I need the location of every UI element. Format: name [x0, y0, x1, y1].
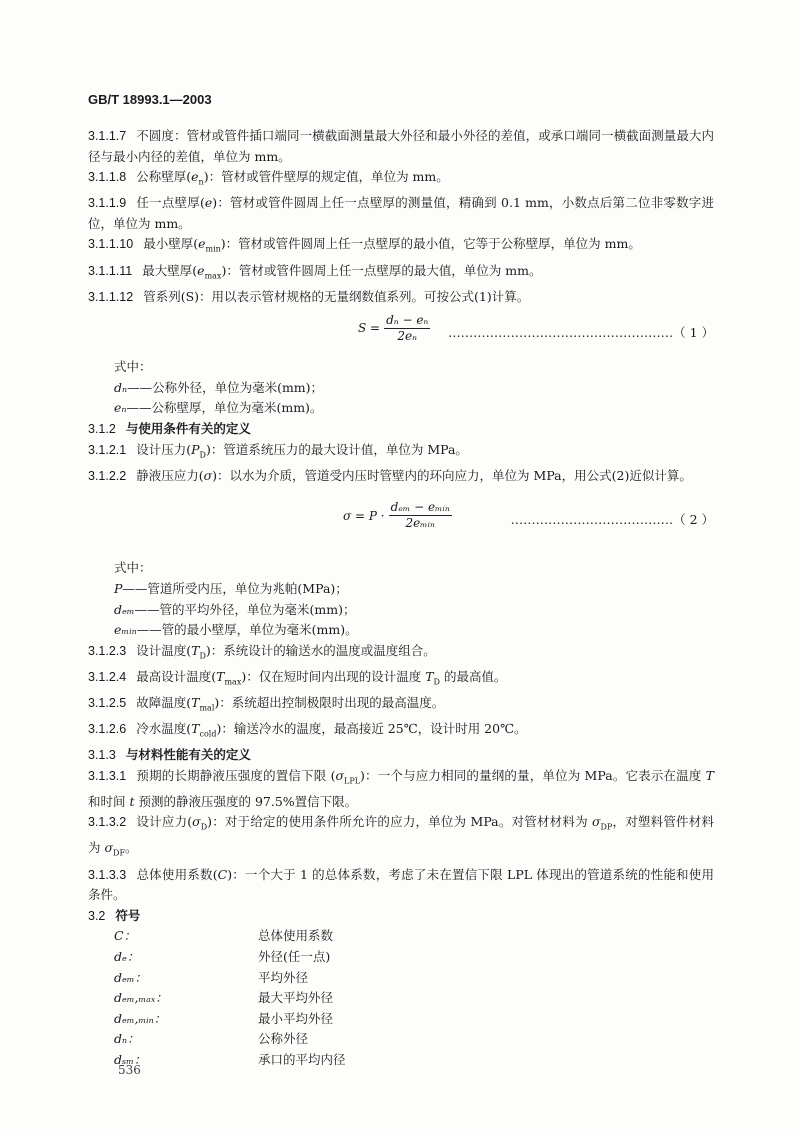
clause-text: 与使用条件有关的定义: [125, 421, 251, 437]
legend-symbol: eₘᵢₙ: [114, 622, 137, 638]
section-heading: [88, 419, 714, 440]
math-symbol: e: [191, 169, 199, 185]
clause: [88, 440, 714, 466]
clause-number: 3.1.2.2: [88, 468, 127, 483]
symbol-row: [88, 947, 714, 968]
legend-item: [88, 579, 714, 600]
symbol-row: [88, 1009, 714, 1030]
clause: [88, 766, 714, 813]
clause-text: 静液压应力(σ)：以水为介质，管道受内压时管壁内的环向应力，单位为 MPa，用公式(2)近似计算。: [136, 467, 692, 483]
symbol-row: [88, 968, 714, 989]
subscript: D: [199, 450, 206, 460]
math-symbol: σ: [335, 767, 344, 783]
clause-number: 3.1.2.1: [88, 442, 127, 457]
legend-item: [88, 378, 714, 399]
symbol-description: 外径(任一点): [258, 948, 331, 964]
symbol: dₑₘ,ₘᵢₙ：: [114, 1010, 167, 1026]
legend-text: ——公称外径，单位为毫米(mm)；: [127, 379, 324, 395]
legend-text: ——管的最小壁厚，单位为毫米(mm)。: [136, 622, 358, 638]
definitions-3-1-1: [88, 126, 714, 307]
clause-number: 3.1.1.10: [88, 237, 134, 252]
clause: [88, 287, 714, 308]
math-symbol: C: [217, 866, 228, 882]
symbol: dₛₘ：: [114, 1051, 147, 1067]
legend-label: 式中：: [114, 560, 152, 576]
legend-symbol: eₙ: [114, 400, 127, 416]
section-heading: [88, 745, 714, 766]
clause-text: 预期的长期静液压强度的置信下限 $(\sigma_{LPL})$：一个与应力相同的量纲的量，单位为 MPa。它表示在温度 T 和时间 t 预测的静液压强度的 97.5%置信下限。: [88, 767, 714, 809]
symbol: dₙ：: [114, 1031, 140, 1047]
subscript: max: [204, 271, 222, 281]
clause-number: 3.1.1.12: [88, 289, 134, 304]
clause: [88, 812, 714, 864]
document-body: [88, 126, 714, 1070]
clause-text: 符号: [115, 907, 141, 923]
clause-text: 最高设计温度$(T_{max})$：仅在短时间内出现的设计温度 $T_D$ 的最高值。: [136, 668, 507, 687]
clause-number: 3.1.3.3: [88, 867, 127, 882]
clause: [88, 234, 714, 260]
clause-number: 3.1.3: [88, 748, 116, 763]
formula-2-numerator: dₑₘ − eₘᵢₙ: [390, 500, 450, 515]
definitions-3-1-2-to-3-2: [88, 641, 714, 927]
clause-text: 不圆度：管材或管件插口端同一横截面测量最大外径和最小外径的差值，或承口端同一横截面测量最大内径与最小内径的差值，单位为 mm。: [88, 128, 714, 164]
legend-symbol: dₙ: [114, 379, 128, 395]
clause: [88, 261, 714, 287]
page-number: 536: [118, 1063, 141, 1077]
subscript: min: [205, 244, 221, 254]
formula-1-denominator: 2eₙ: [397, 329, 417, 344]
math-symbol: T: [191, 720, 200, 736]
clause-number: 3.1.1.9: [88, 196, 127, 211]
clause-number: 3.1.1.11: [88, 263, 133, 278]
clause: [88, 641, 714, 667]
standard-number-header: GB/T 18993.1—2003: [88, 92, 212, 107]
legend-symbol: P: [114, 580, 123, 596]
clause-number: 3.1.2: [88, 422, 116, 437]
legend-item: [88, 620, 714, 641]
legend-symbol: dₑₘ: [114, 601, 135, 617]
clause: [88, 693, 714, 719]
math-symbol: σ: [104, 840, 114, 856]
clause-text: 故障温度$(T_{mal})$：系统超出控制极限时出现的最高温度。: [136, 694, 445, 713]
formula-1-legend: [88, 357, 714, 419]
math-symbol: σ: [203, 467, 213, 483]
math-symbol: T: [425, 668, 434, 684]
symbol: dₑ：: [114, 948, 140, 964]
symbol-row: [88, 926, 714, 947]
clause-number: 3.1.3.1: [88, 768, 127, 783]
clause-text: 管系列(S)：用以表示管材规格的无量纲数值系列。可按公式(1)计算。: [143, 288, 530, 304]
clause: [88, 193, 714, 234]
clause: [88, 865, 714, 906]
symbol-description: 公称外径: [258, 1031, 309, 1047]
section-heading: [88, 906, 714, 927]
subscript: max: [224, 677, 242, 687]
formula-2-lhs: σ = P ·: [343, 508, 385, 523]
math-symbol: T: [216, 668, 225, 684]
formula-1-numerator: dₙ − eₙ: [386, 313, 429, 328]
clause-text: 冷水温度$(T_{cold})$：输送冷水的温度，最高接近 25℃，设计时用 20℃。: [136, 720, 527, 739]
clause: [88, 667, 714, 693]
formula-2-denominator: 2eₘᵢₙ: [405, 516, 435, 531]
symbol-description: 最大平均外径: [258, 990, 334, 1006]
symbol: dₑₘ,ₘₐₓ：: [114, 990, 168, 1006]
clause-number: 3.1.2.3: [88, 643, 127, 658]
math-symbol: e: [204, 195, 213, 211]
definitions-3-1-2: [88, 419, 714, 486]
math-symbol: T: [191, 642, 200, 658]
clause: [88, 466, 714, 487]
symbol-description: 承口的平均内径: [258, 1051, 346, 1067]
clause-text: 任一点壁厚(e)：管材或管件圆周上任一点壁厚的测量值，精确到 0.1 mm，小数点后第二位非零数字进位，单位为 mm。: [88, 195, 714, 231]
legend-label: 式中：: [114, 359, 152, 375]
clause-number: 3.1.1.7: [88, 129, 127, 143]
symbols-list: [88, 926, 714, 1070]
subscript: LPL: [344, 776, 361, 786]
clause-text: 最大壁厚$(e_{max})$：管材或管件圆周上任一点壁厚的最大值，单位为 mm。: [142, 262, 542, 281]
clause-number: 3.1.2.6: [88, 721, 127, 736]
formula-1: [88, 313, 714, 351]
math-symbol: e: [198, 236, 206, 252]
clause-text: 设计压力$(P_D)$：管道系统压力的最大设计值，单位为 MPa。: [136, 441, 468, 460]
math-symbol: T: [191, 694, 200, 710]
formula-1-lhs: S =: [358, 321, 381, 336]
subscript: DF: [113, 848, 125, 858]
math-symbol: t: [129, 793, 135, 809]
subscript: mal: [199, 703, 215, 713]
clause-number: 3.1.3.2: [88, 815, 127, 830]
math-symbol: e: [197, 262, 205, 278]
symbol-row: [88, 1050, 714, 1071]
symbol-description: 平均外径: [258, 969, 309, 985]
symbol-description: 最小平均外径: [258, 1010, 334, 1026]
clause-number: 3.1.2.4: [88, 669, 127, 684]
math-symbol: σ: [591, 814, 601, 830]
clause: [88, 126, 714, 167]
clause-text: 设计温度$(T_D)$：系统设计的输送水的温度或温度组合。: [136, 642, 436, 661]
subscript: cold: [199, 729, 217, 739]
subscript: D: [433, 677, 440, 687]
legend-text: ——管的平均外径，单位为毫米(mm)；: [134, 601, 356, 617]
clause-number: 3.1.2.5: [88, 695, 127, 710]
symbol-row: [88, 1029, 714, 1050]
clause-text: 与材料性能有关的定义: [125, 747, 251, 763]
formula-2-legend: [88, 558, 714, 640]
math-symbol: P: [191, 441, 200, 457]
legend-text: ——公称壁厚，单位为毫米(mm)。: [126, 400, 323, 416]
clause-text: 最小壁厚$(e_{min})$：管材或管件圆周上任一点壁厚的最小值，它等于公称壁厚，单位为 mm。: [143, 236, 641, 254]
legend-text: ——管道所受内压，单位为兆帕(MPa)；: [122, 580, 348, 596]
symbol-description: 总体使用系数: [258, 928, 334, 944]
subscript: D: [199, 651, 206, 661]
math-symbol: T: [705, 767, 714, 783]
clause: [88, 167, 714, 193]
legend-item: [88, 398, 714, 419]
clause-number: 3.2: [88, 908, 106, 923]
clause-number: 3.1.1.8: [88, 170, 127, 185]
clause-text: 总体使用系数(C)：一个大于 1 的总体系数，考虑了未在置信下限 LPL 体现出的管道系统的性能和使用条件。: [88, 866, 714, 903]
clause: [88, 719, 714, 745]
clause-text: 公称壁厚$(e_n)$：管材或管件壁厚的规定值，单位为 mm。: [136, 169, 449, 187]
symbol: C：: [114, 928, 137, 944]
formula-1-number: ………………………………………………（ 1 ）: [448, 325, 714, 341]
legend-item: [88, 600, 714, 621]
subscript: n: [198, 177, 204, 187]
subscript: DP: [600, 822, 613, 832]
formula-2: [88, 500, 714, 538]
symbol: dₑₘ：: [114, 969, 148, 985]
math-symbol: σ: [192, 814, 201, 830]
symbol-row: [88, 988, 714, 1009]
clause-text: 设计应力$(\sigma_D)$：对于给定的使用条件所允许的应力，单位为 MPa。对管材材料为 $\sigma_{DP}$，对塑料管件材料为 $\sigma_{DF}$。: [88, 814, 714, 858]
formula-2-number: …………………………………（ 2 ）: [510, 512, 714, 528]
subscript: D: [200, 822, 208, 832]
